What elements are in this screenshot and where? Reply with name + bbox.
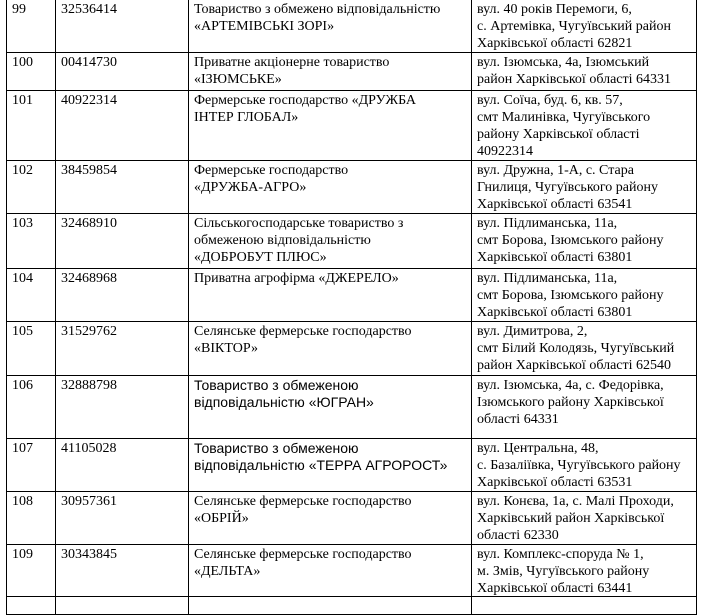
address-line: району Харківської області bbox=[477, 127, 640, 142]
address-line: с. Базаліївка, Чугуївського району bbox=[477, 458, 681, 473]
table-row bbox=[7, 269, 697, 322]
row-number: 102 bbox=[12, 163, 33, 178]
address-line: район Харківської області 62540 bbox=[477, 358, 672, 373]
row-number: 107 bbox=[12, 441, 33, 456]
edrpou-code-cell bbox=[56, 439, 189, 492]
enterprise-name-line: обмеженою відповідальністю bbox=[194, 233, 371, 248]
address-cell bbox=[472, 492, 697, 545]
edrpou-code: 31529762 bbox=[61, 324, 117, 339]
edrpou-code-cell bbox=[56, 492, 189, 545]
edrpou-code: 32536414 bbox=[61, 2, 117, 17]
row-number: 106 bbox=[12, 378, 33, 393]
address-line: Ізюмського району Харківської bbox=[477, 395, 664, 410]
address-line: Харківської області 63531 bbox=[477, 475, 633, 490]
enterprise-name-line: Товариство з обмежено відповідальністю bbox=[194, 2, 441, 17]
document-page bbox=[6, 0, 697, 615]
enterprise-name-cell bbox=[189, 0, 472, 53]
address-cell bbox=[472, 439, 697, 492]
edrpou-code-cell bbox=[56, 161, 189, 214]
table-row bbox=[7, 214, 697, 269]
row-number-cell bbox=[7, 214, 56, 269]
address-line: смт Малинівка, Чугуївського bbox=[477, 110, 651, 125]
enterprise-name-line: «АРТЕМІВСЬКІ ЗОРІ» bbox=[194, 19, 335, 34]
edrpou-code-cell bbox=[56, 0, 189, 53]
edrpou-code: 30957361 bbox=[61, 494, 117, 509]
address-cell bbox=[472, 322, 697, 376]
row-number-cell bbox=[7, 492, 56, 545]
address-line: смт Борова, Ізюмського району bbox=[477, 288, 664, 303]
row-number: 108 bbox=[12, 494, 33, 509]
edrpou-code-cell bbox=[56, 545, 189, 615]
enterprise-name-line: Товариство з обмеженою bbox=[194, 377, 359, 393]
address-line: район Харківської області 64331 bbox=[477, 72, 672, 87]
edrpou-code: 40922314 bbox=[61, 93, 117, 108]
row-number-cell bbox=[7, 0, 56, 53]
address-line: Харківської області 63801 bbox=[477, 305, 633, 320]
enterprise-name-line: Сільськогосподарське товариство з bbox=[194, 216, 404, 231]
address-line: області 62330 bbox=[477, 528, 559, 543]
enterprise-name-cell bbox=[189, 376, 472, 439]
edrpou-code-cell bbox=[56, 322, 189, 376]
row-number-cell bbox=[7, 545, 56, 615]
row-number-cell bbox=[7, 91, 56, 161]
address-line: Харківський район Харківської bbox=[477, 511, 665, 526]
edrpou-code-cell bbox=[56, 91, 189, 161]
table-row bbox=[7, 161, 697, 214]
address-line: області 64331 bbox=[477, 412, 559, 427]
enterprise-name-line: відповідальністю «ТЕРРА АГРОРОСТ» bbox=[194, 457, 448, 473]
edrpou-code: 30343845 bbox=[61, 547, 117, 562]
edrpou-code: 38459854 bbox=[61, 163, 117, 178]
table-row bbox=[7, 439, 697, 492]
row-number-cell bbox=[7, 439, 56, 492]
edrpou-code-cell bbox=[56, 376, 189, 439]
row-number-cell bbox=[7, 53, 56, 91]
enterprise-name-cell bbox=[189, 492, 472, 545]
address-cell bbox=[472, 91, 697, 161]
enterprise-name-line: ІНТЕР ГЛОБАЛ» bbox=[194, 110, 299, 125]
enterprise-name-line: Селянське фермерське господарство bbox=[194, 547, 412, 562]
enterprise-name-line: «ІЗЮМСЬКЕ» bbox=[194, 72, 282, 87]
edrpou-code-cell bbox=[56, 53, 189, 91]
enterprise-name-line: «ДЕЛЬТА» bbox=[194, 564, 261, 579]
address-line: смт Борова, Ізюмського району bbox=[477, 233, 664, 248]
address-line: вул. Підлиманська, 11а, bbox=[477, 216, 618, 231]
address-cell bbox=[472, 214, 697, 269]
enterprise-name-line: «ДРУЖБА-АГРО» bbox=[194, 180, 307, 195]
address-line: вул. Соїча, буд. 6, кв. 57, bbox=[477, 93, 623, 108]
row-number: 99 bbox=[12, 2, 26, 17]
edrpou-code-cell bbox=[56, 214, 189, 269]
address-cell bbox=[472, 269, 697, 322]
enterprise-name-line: Товариство з обмеженою bbox=[194, 440, 359, 456]
address-line: вул. Димитрова, 2, bbox=[477, 324, 588, 339]
next-row-edge bbox=[6, 596, 696, 600]
address-cell bbox=[472, 53, 697, 91]
address-line: м. Змів, Чугуївського району bbox=[477, 564, 650, 579]
enterprise-name-cell bbox=[189, 322, 472, 376]
address-line: Харківської області 62821 bbox=[477, 36, 633, 51]
enterprise-name-line: «ДОБРОБУТ ПЛЮС» bbox=[194, 250, 327, 265]
table-row bbox=[7, 91, 697, 161]
row-number: 101 bbox=[12, 93, 33, 108]
enterprise-table bbox=[6, 0, 697, 615]
address-line: Харківської області 63441 bbox=[477, 581, 633, 596]
row-number: 100 bbox=[12, 55, 33, 70]
address-line: смт Білий Колодязь, Чугуївський bbox=[477, 341, 675, 356]
enterprise-name-line: «ВІКТОР» bbox=[194, 341, 258, 356]
address-line: вул. Комплекс-споруда № 1, bbox=[477, 547, 644, 562]
enterprise-name-line: Селянське фермерське господарство bbox=[194, 494, 412, 509]
enterprise-name-cell bbox=[189, 214, 472, 269]
enterprise-name-line: Фермерське господарство «ДРУЖБА bbox=[194, 93, 417, 108]
row-number: 103 bbox=[12, 216, 33, 231]
edrpou-code: 32468968 bbox=[61, 271, 117, 286]
enterprise-name-line: Приватне акціонерне товариство bbox=[194, 55, 390, 70]
address-cell bbox=[472, 0, 697, 53]
enterprise-name-line: відповідальністю «ЮГРАН» bbox=[194, 394, 374, 410]
address-line: вул. Дружна, 1-А, с. Стара bbox=[477, 163, 634, 178]
address-line: вул. Підлиманська, 11а, bbox=[477, 271, 618, 286]
row-number: 109 bbox=[12, 547, 33, 562]
edrpou-code-cell bbox=[56, 269, 189, 322]
edrpou-code: 32468910 bbox=[61, 216, 117, 231]
enterprise-name-line: Фермерське господарство bbox=[194, 163, 349, 178]
table-row bbox=[7, 376, 697, 439]
enterprise-name-line: Селянське фермерське господарство bbox=[194, 324, 412, 339]
table-row bbox=[7, 545, 697, 615]
table-row bbox=[7, 322, 697, 376]
address-line: с. Артемівка, Чугуївський район bbox=[477, 19, 671, 34]
table-row bbox=[7, 0, 697, 53]
address-line: вул. Конєва, 1а, с. Малі Проходи, bbox=[477, 494, 674, 509]
address-cell bbox=[472, 376, 697, 439]
row-number: 104 bbox=[12, 271, 33, 286]
address-line: вул. 40 років Перемоги, 6, bbox=[477, 2, 632, 17]
address-line: Харківської області 63801 bbox=[477, 250, 633, 265]
enterprise-name-line: Приватна агрофірма «ДЖЕРЕЛО» bbox=[194, 271, 399, 286]
enterprise-name-line: «ОБРІЙ» bbox=[194, 511, 249, 526]
edrpou-code: 00414730 bbox=[61, 55, 117, 70]
address-cell bbox=[472, 161, 697, 214]
address-line: вул. Ізюмська, 4а, Ізюмський bbox=[477, 55, 650, 70]
row-number-cell bbox=[7, 322, 56, 376]
enterprise-name-cell bbox=[189, 439, 472, 492]
address-line: Харківської області 63541 bbox=[477, 197, 633, 212]
edrpou-code: 32888798 bbox=[61, 378, 117, 393]
table-body bbox=[7, 0, 697, 615]
enterprise-name-cell bbox=[189, 161, 472, 214]
enterprise-name-cell bbox=[189, 91, 472, 161]
enterprise-name-cell bbox=[189, 53, 472, 91]
address-line: 40922314 bbox=[477, 144, 533, 159]
enterprise-name-cell bbox=[189, 545, 472, 615]
table-row bbox=[7, 492, 697, 545]
row-number-cell bbox=[7, 376, 56, 439]
row-number-cell bbox=[7, 161, 56, 214]
address-line: Гнилиця, Чугуївського району bbox=[477, 180, 658, 195]
row-number-cell bbox=[7, 269, 56, 322]
address-line: вул. Ізюмська, 4а, с. Федорівка, bbox=[477, 378, 664, 393]
enterprise-name-cell bbox=[189, 269, 472, 322]
row-number: 105 bbox=[12, 324, 33, 339]
address-line: вул. Центральна, 48, bbox=[477, 441, 599, 456]
table-row bbox=[7, 53, 697, 91]
address-cell bbox=[472, 545, 697, 615]
edrpou-code: 41105028 bbox=[61, 441, 117, 456]
